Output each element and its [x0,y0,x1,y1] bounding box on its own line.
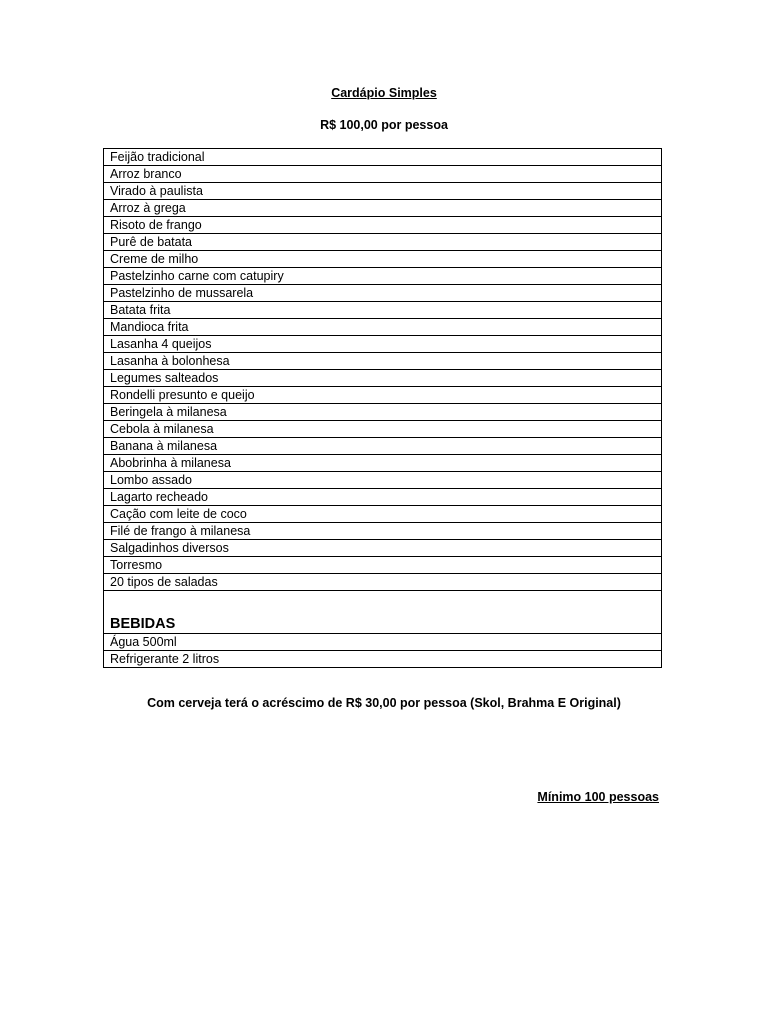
table-row [104,506,662,523]
menu-item: Mandioca frita [104,319,662,336]
table-row [104,472,662,489]
menu-item: Beringela à milanesa [104,404,662,421]
table-row [104,200,662,217]
table-row [104,268,662,285]
page-title: Cardápio Simples [331,86,437,100]
table-row [104,234,662,251]
menu-item: Feijão tradicional [104,149,662,166]
menu-item: Abobrinha à milanesa [104,455,662,472]
beer-surcharge-note: Com cerveja terá o acréscimo de R$ 30,00 por pessoa (Skol, Brahma E Original) [147,696,621,710]
table-row [104,217,662,234]
menu-item: 20 tipos de saladas [104,574,662,591]
table-row [104,319,662,336]
menu-item: Banana à milanesa [104,438,662,455]
table-row [104,149,662,166]
table-row [104,285,662,302]
table-row [104,404,662,421]
table-row [104,540,662,557]
drink-item: Água 500ml [104,634,662,651]
table-row [104,370,662,387]
minimum-guests-note: Mínimo 100 pessoas [537,790,659,804]
table-row [104,574,662,591]
table-row [104,489,662,506]
menu-item: Arroz branco [104,166,662,183]
table-row [104,557,662,574]
menu-item: Lasanha 4 queijos [104,336,662,353]
menu-item: Torresmo [104,557,662,574]
menu-item: Pastelzinho carne com catupiry [104,268,662,285]
price-per-person: R$ 100,00 por pessoa [320,118,448,132]
table-row [104,523,662,540]
table-row [104,591,662,634]
menu-item: Rondelli presunto e queijo [104,387,662,404]
menu-item: Salgadinhos diversos [104,540,662,557]
menu-item: Legumes salteados [104,370,662,387]
menu-item: Risoto de frango [104,217,662,234]
menu-item: Lombo assado [104,472,662,489]
table-row [104,183,662,200]
table-row [104,634,662,651]
menu-item: Arroz à grega [104,200,662,217]
table-row [104,251,662,268]
menu-item: Batata frita [104,302,662,319]
menu-item: Purê de batata [104,234,662,251]
menu-item: Creme de milho [104,251,662,268]
table-row [104,455,662,472]
table-row [104,166,662,183]
menu-item: Virado à paulista [104,183,662,200]
menu-item: Lagarto recheado [104,489,662,506]
menu-item: Lasanha à bolonhesa [104,353,662,370]
table-row [104,421,662,438]
table-row [104,387,662,404]
drink-item: Refrigerante 2 litros [104,651,662,668]
menu-table-body [104,149,662,668]
table-row [104,438,662,455]
menu-item: Cação com leite de coco [104,506,662,523]
table-row [104,651,662,668]
table-row [104,353,662,370]
table-row [104,336,662,353]
menu-item: Pastelzinho de mussarela [104,285,662,302]
table-row [104,302,662,319]
menu-item: Filé de frango à milanesa [104,523,662,540]
menu-table [103,148,662,668]
menu-item: Cebola à milanesa [104,421,662,438]
drinks-heading: BEBIDAS [104,591,662,634]
